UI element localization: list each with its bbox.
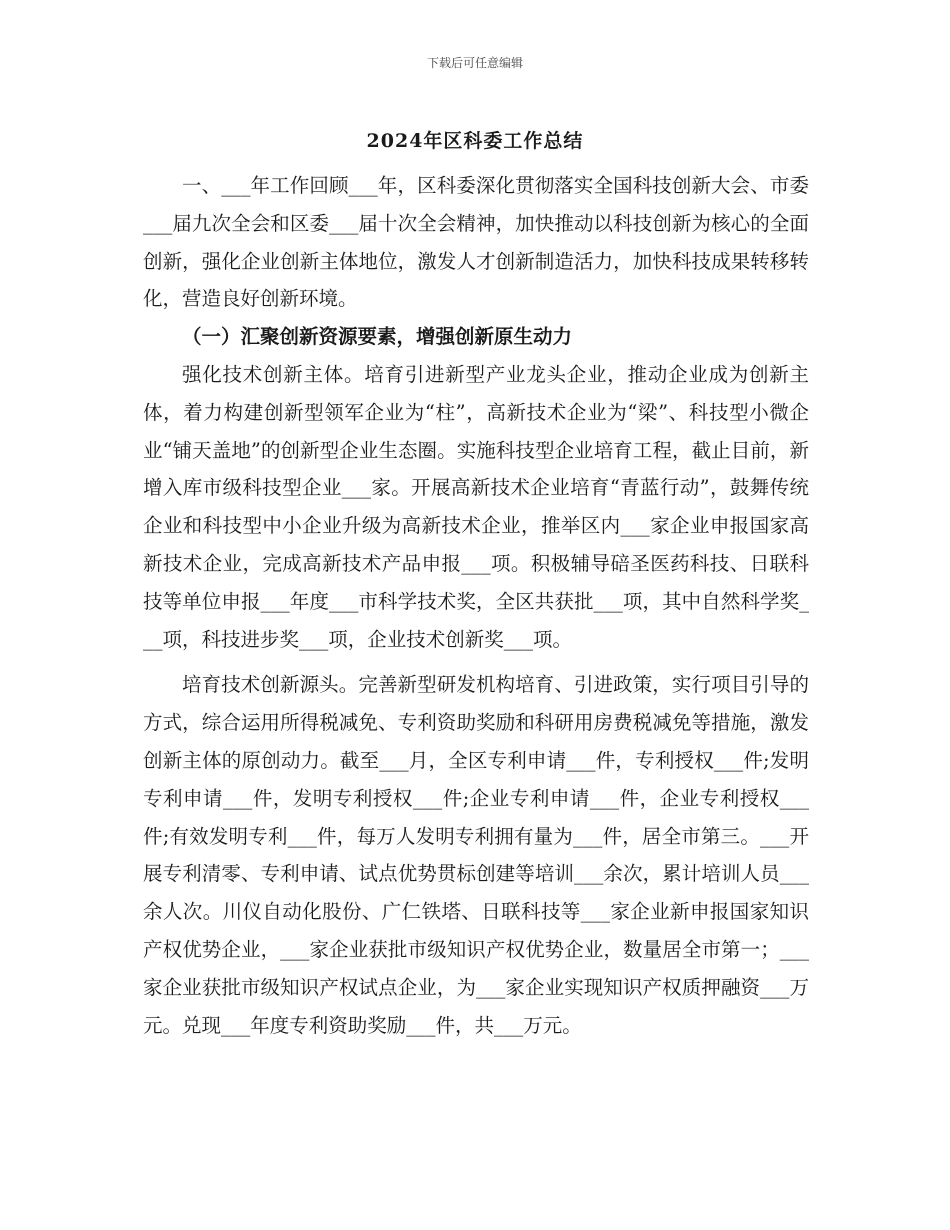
- document-title: 2024年区科委工作总结: [366, 130, 584, 152]
- paragraph-innovation-source: 培育技术创新源头。完善新型研发机构培育、引进政策，实行项目引导的方式，综合运用所得税减免、专利资助奖励和科研用房费税减免等措施，激发创新主体的原创动力。截至___月，全区专利申请___件，专利授权___件;发明专利申请___件，发明专利授权___件;企业专利申请___件，企业专利授权___件;有效发明专利___件，每万人发明专利拥有量为___件，居全市第三。___开展专利清零、专利申请、试点优势贯标创建等培训___余次，累计培训人员___余人次。川仪自动化股份、广仁铁塔、日联科技等___家企业新申报国家知识产权优势企业，___家企业获批市级知识产权优势企业，数量居全市第一；___家企业获批市级知识产权试点企业，为___家企业实现知识产权质押融资___万元。兑现___年度专利资助奖励___件，共___万元。: [143, 673, 809, 1037]
- section-heading-1: （一）汇聚创新资源要素，增强创新原生动力: [182, 325, 573, 349]
- paragraph-gap: [143, 658, 809, 666]
- header-note: 下载后可任意编辑: [426, 56, 523, 70]
- paragraph-innovation-subject: 强化技术创新主体。培育引进新型产业龙头企业，推动企业成为创新主体，着力构建创新型领军企业为“柱”，高新技术企业为“梁”、科技型小微企业“铺天盖地”的创新型企业生态圈。实施科技型企业培育工程，截止目前，新增入库市级科技型企业___家。开展高新技术企业培育“青蓝行动”，鼓舞传统企业和科技型中小企业升级为高新技术企业，推举区内___家企业申报国家高新技术企业，完成高新技术产品申报___项。积极辅导碚圣医药科技、日联科技等单位申报___年度___市科学技术奖，全区共获批___项，其中自然科学奖___项，科技进步奖___项，企业技术创新奖___项。: [143, 362, 809, 651]
- document-body: [143, 167, 809, 1044]
- paragraph-review: 一、___年工作回顾___年，区科委深化贯彻落实全国科技创新大会、市委___届九次全会和区委___届十次全会精神，加快推动以科技创新为核心的全面创新，强化企业创新主体地位，激发人才创新制造活力，加快科技成果转移转化，营造良好创新环境。: [143, 174, 809, 311]
